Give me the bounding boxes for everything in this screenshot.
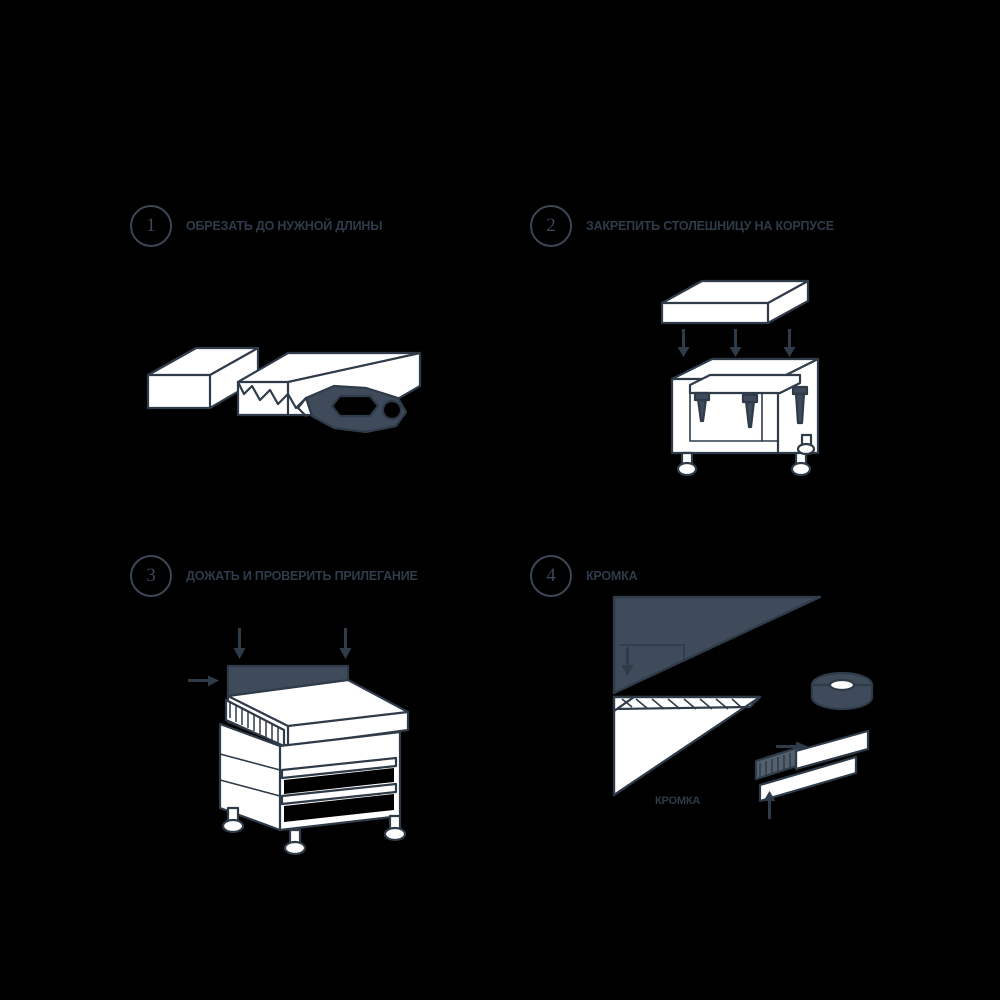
right-arrow-icon (188, 676, 219, 687)
down-arrow-icon (678, 329, 690, 357)
step-3-header (130, 555, 418, 597)
step-2-header (530, 205, 834, 247)
down-arrow-icon (730, 329, 742, 357)
step-3-title: ДОЖАТЬ И ПРОВЕРИТЬ ПРИЛЕГАНИЕ (186, 569, 418, 583)
cabinet-leg (285, 830, 305, 854)
step-2-title: ЗАКРЕПИТЬ СТОЛЕШНИЦУ НА КОРПУСЕ (586, 219, 834, 233)
edge-band-label-bottom: КРОМКА (655, 795, 701, 807)
down-arrow-icon (234, 628, 246, 659)
cabinet-leg (792, 453, 810, 475)
down-arrow-icon (784, 329, 796, 357)
cabinet-leg (678, 453, 696, 475)
step-2-illustration (650, 275, 880, 490)
down-arrow-icon (340, 628, 352, 659)
step-1-header (130, 205, 382, 247)
step-1-title: ОБРЕЗАТЬ ДО НУЖНОЙ ДЛИНЫ (186, 219, 383, 233)
step-4-title: КРОМКА (586, 569, 638, 583)
step-1-illustration (130, 320, 450, 460)
cabinet-leg (385, 816, 405, 840)
step-3-illustration (180, 620, 440, 880)
step-4-number: 4 (530, 555, 572, 597)
step-2-number: 2 (530, 205, 572, 247)
step-3-number: 3 (130, 555, 172, 597)
step-4-illustration (600, 585, 880, 825)
edge-band-roll (812, 673, 872, 709)
step-1-number: 1 (130, 205, 172, 247)
